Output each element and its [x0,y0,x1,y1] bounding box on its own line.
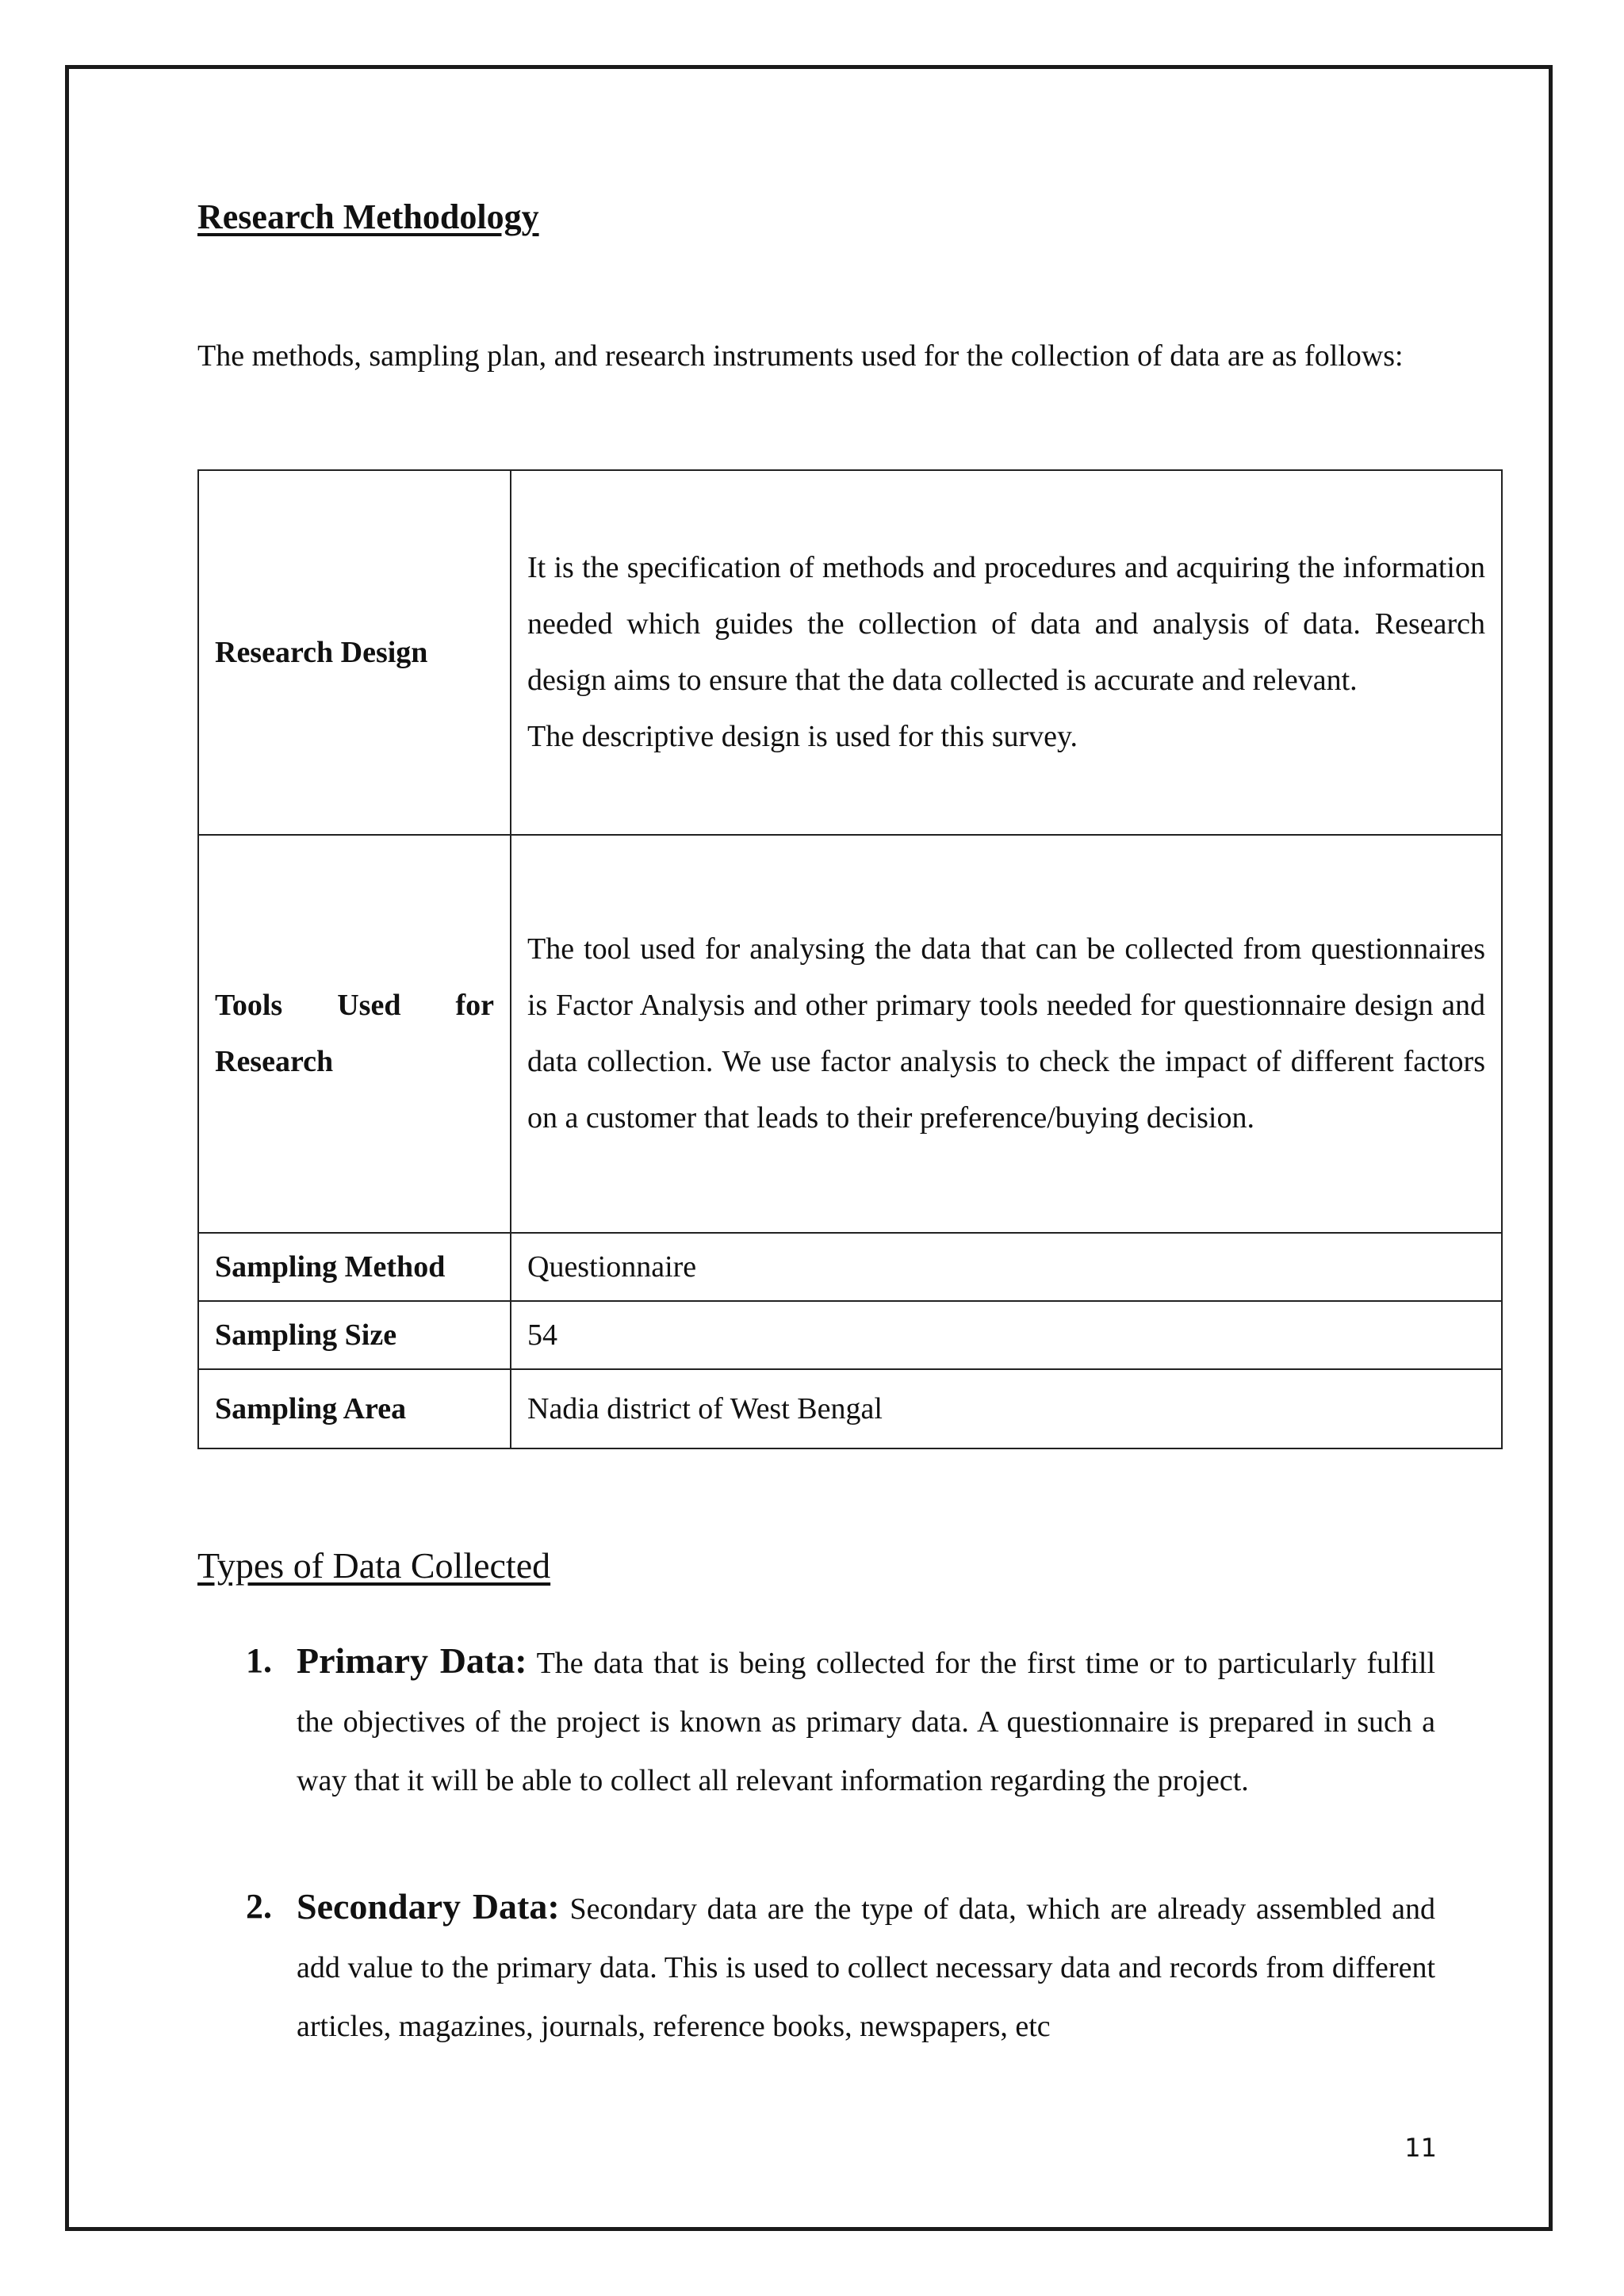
page-title: Research Methodology [197,197,539,236]
primary-data-term: Primary Data: [297,1640,527,1681]
research-design-note: The descriptive design is used for this survey. [527,720,1078,753]
sampling-method-value: Questionnaire [511,1233,1502,1301]
tools-label-word: Used [337,989,401,1022]
methodology-table [197,469,1503,1449]
research-design-label: Research Design [198,470,511,835]
research-design-text: It is the specification of methods and procedures and acquiring the information needed which guides the collection of data and analysis of data. Research design aims to ensure that the data collected is accurate and relevant. [527,551,1485,697]
sampling-size-value: 54 [511,1301,1502,1369]
primary-data-text: The data that is being collected for the first time or to particularly fulfill the objectives of the project is known as primary data. A questionnaire is prepared in such a way that it will be able to collect all relevant information regarding the project. [297,1647,1435,1797]
list-number: 2. [246,1887,272,1926]
tools-label-word: for [455,989,494,1022]
intro-paragraph: The methods, sampling plan, and research instruments used for the collection of data are as follows: [197,339,1404,373]
tools-description: The tool used for analysing the data that can be collected from questionnaires is Factor Analysis and other primary tools needed for questionnaire design and data collection. We use factor analysis to check the impact of different factors on a customer that leads to their preference/buying decision. [511,835,1502,1233]
secondary-data-term: Secondary Data: [297,1886,560,1927]
tools-label [198,835,511,1233]
sampling-method-label: Sampling Method [198,1233,511,1301]
types-heading: Types of Data Collected [197,1545,551,1586]
secondary-data-text: Secondary data are the type of data, which are already assembled and add value to the primary data. This is used to collect necessary data and records from different articles, magazines, journals, reference books, newspapers, etc [297,1892,1435,2043]
table-row-sampling-size [198,1301,1502,1369]
sampling-size-label: Sampling Size [198,1301,511,1369]
page-number: 11 [1404,2133,1437,2163]
sampling-area-label: Sampling Area [198,1369,511,1448]
research-design-description [511,470,1502,835]
table-row-sampling-method [198,1233,1502,1301]
list-number: 1. [246,1641,272,1680]
tools-label-word: Research [215,1045,334,1078]
sampling-area-value: Nadia district of West Bengal [511,1369,1502,1448]
table-row-tools [198,835,1502,1233]
tools-label-word: Tools [215,989,283,1022]
list-item-secondary-data [246,1877,1435,2056]
table-row-sampling-area [198,1369,1502,1448]
table-row-research-design [198,470,1502,835]
list-item-primary-data [246,1632,1435,1810]
